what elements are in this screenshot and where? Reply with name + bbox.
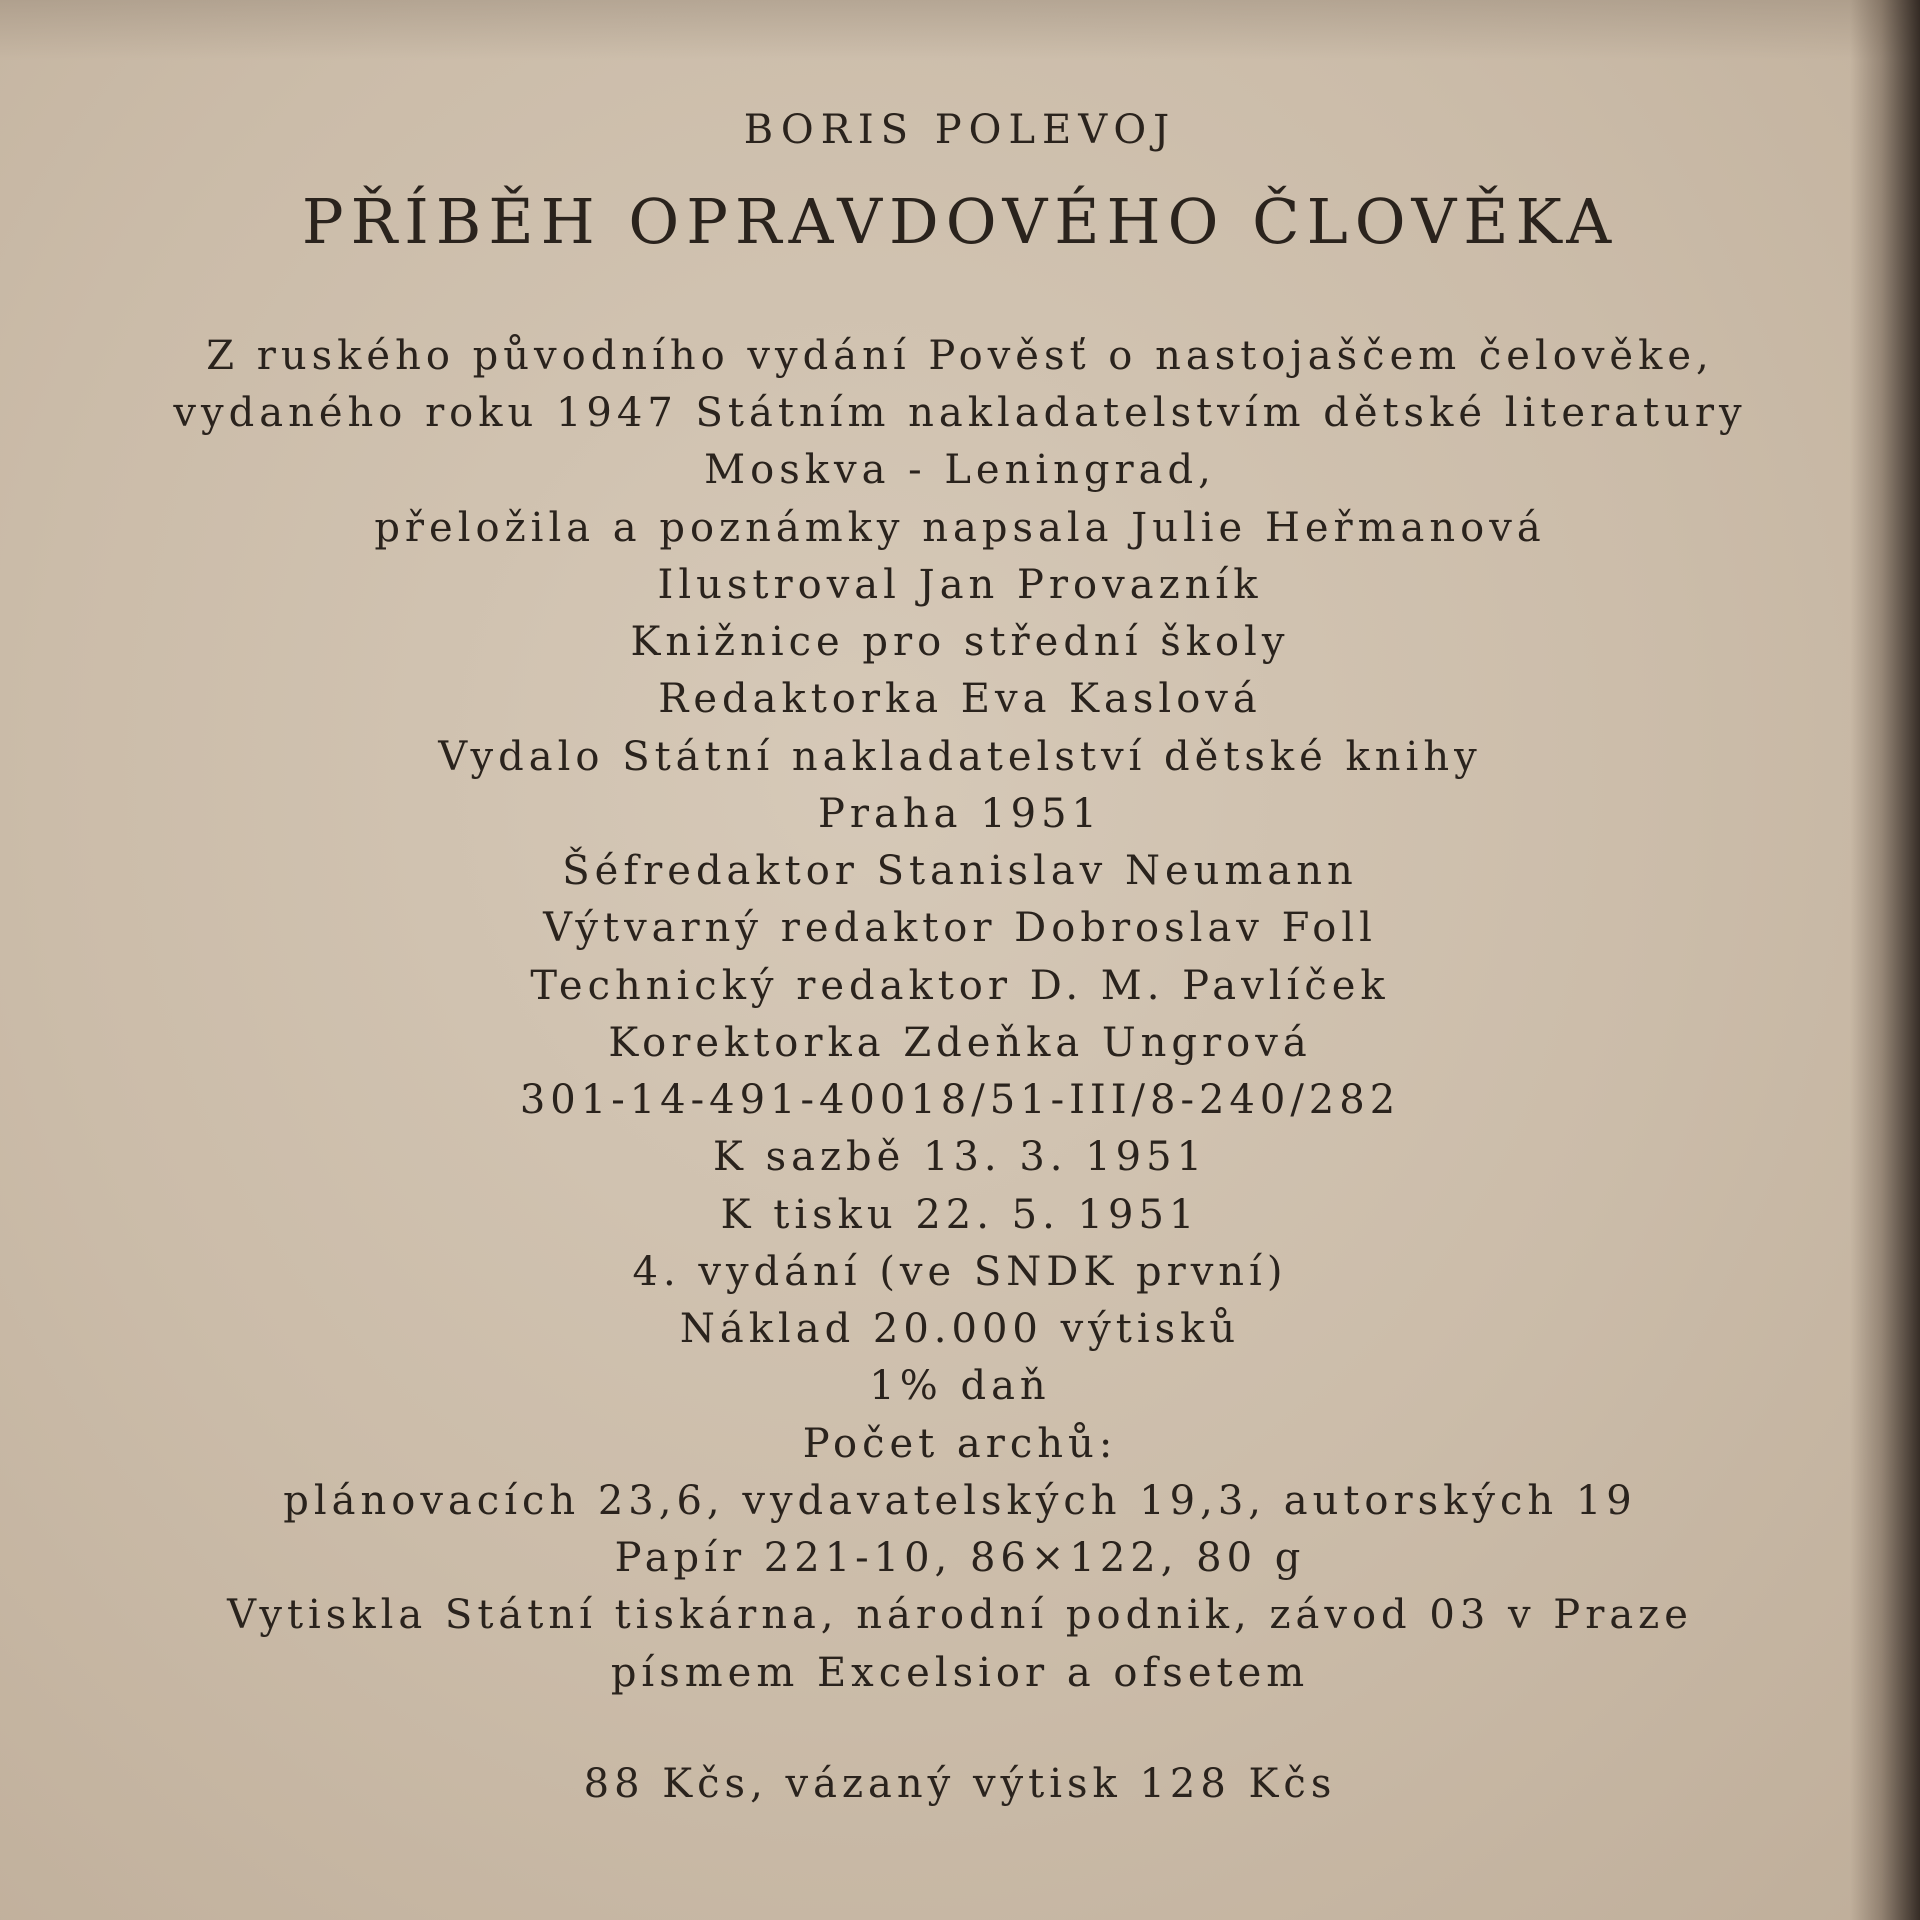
colophon-line: plánovacích 23,6, vydavatelských 19,3, autorských 19 — [283, 1478, 1637, 1524]
colophon-line: Moskva - Leningrad, — [704, 447, 1216, 493]
colophon-line: Redaktorka Eva Kaslová — [658, 676, 1262, 722]
colophon-line: 1% daň — [869, 1363, 1051, 1409]
colophon-line: Korektorka Zdeňka Ungrová — [608, 1020, 1312, 1066]
colophon-line: Výtvarný redaktor Dobroslav Foll — [543, 905, 1377, 951]
price-line: 88 Kčs, vázaný výtisk 128 Kčs — [583, 1761, 1337, 1807]
colophon-line: 4. vydání (ve SNDK první) — [632, 1249, 1288, 1295]
author-name: BORIS POLEVOJ — [743, 107, 1177, 153]
book-title: PŘÍBĚH OPRAVDOVÉHO ČLOVĚKA — [301, 185, 1619, 258]
colophon-line: přeložila a poznámky napsala Julie Heřmanová — [374, 505, 1546, 551]
colophon-line: Počet archů: — [802, 1421, 1118, 1467]
colophon-line: vydaného roku 1947 Státním nakladatelstvím dětské literatury — [173, 390, 1747, 436]
colophon-line: Náklad 20.000 výtisků — [679, 1306, 1241, 1352]
colophon-line: Praha 1951 — [817, 791, 1102, 837]
colophon-line: Šéfredaktor Stanislav Neumann — [562, 848, 1358, 894]
binding-shadow — [1850, 0, 1920, 1920]
colophon-line: písmem Excelsior a ofsetem — [610, 1650, 1310, 1696]
colophon-line: Knižnice pro střední školy — [630, 619, 1290, 665]
colophon-line: Ilustroval Jan Provazník — [657, 562, 1263, 608]
colophon-line: Papír 221-10, 86×122, 80 g — [614, 1535, 1306, 1581]
colophon-line: 301-14-491-40018/51-III/8-240/282 — [519, 1077, 1401, 1123]
colophon-line: K tisku 22. 5. 1951 — [720, 1192, 1200, 1238]
colophon-line: Vydalo Státní nakladatelství dětské knihy — [438, 734, 1482, 780]
colophon-line: Technický redaktor D. M. Pavlíček — [530, 963, 1390, 1009]
colophon-line: Z ruského původního vydání Pověsť o nastojaščem čelověke, — [206, 333, 1714, 379]
colophon-line: Vytiskla Státní tiskárna, národní podnik, závod 03 v Praze — [227, 1592, 1693, 1638]
colophon-line: K sazbě 13. 3. 1951 — [712, 1134, 1208, 1180]
